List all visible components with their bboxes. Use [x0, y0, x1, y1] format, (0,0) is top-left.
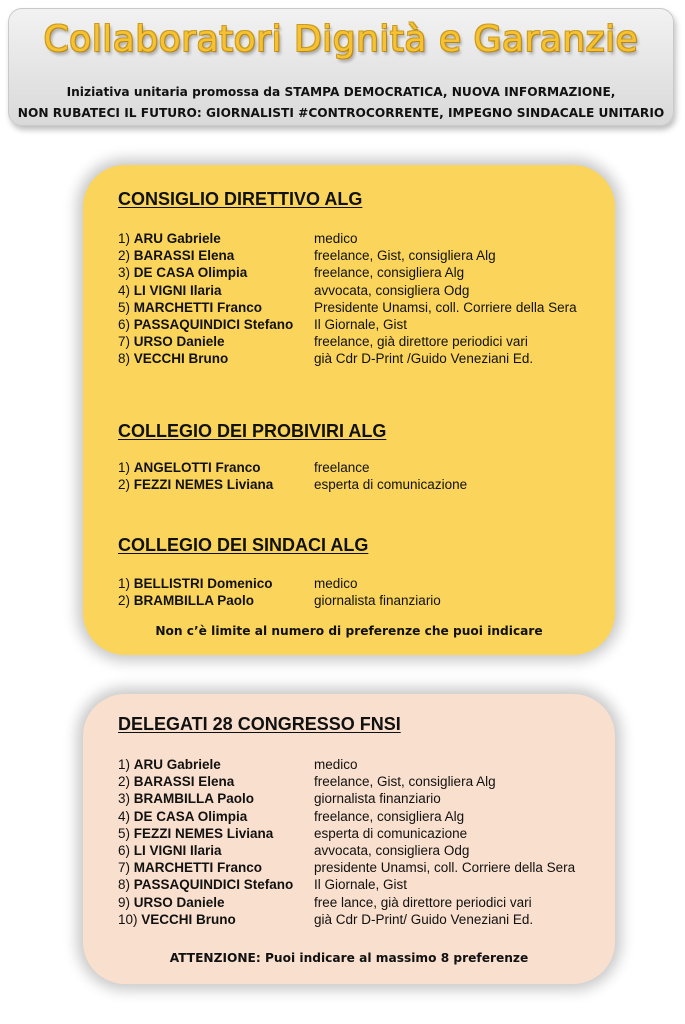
attention-note: ATTENZIONE: Puoi indicare al massimo 8 preferenze [169, 951, 529, 965]
candidate-row [118, 774, 496, 791]
candidate-number: 10) [118, 911, 138, 927]
header-banner [8, 8, 674, 126]
candidate-role: Il Giornale, Gist [314, 316, 408, 332]
candidate-row [118, 299, 577, 317]
candidate-number: 7) [118, 334, 131, 350]
candidate-row [118, 860, 576, 877]
candidate-number: 6) [118, 316, 131, 332]
candidate-name: PASSAQUINDICI Stefano [133, 877, 294, 893]
candidate-role: giornalista finanziario [314, 593, 441, 609]
candidate-row [118, 842, 470, 860]
candidate-role: medico [314, 576, 358, 591]
candidate-role: free lance, già direttore periodici vari [314, 894, 532, 910]
consiglio-list [118, 231, 577, 369]
candidate-name: VECCHI Bruno [133, 351, 229, 367]
candidate-row [118, 248, 496, 265]
candidate-row [118, 576, 358, 593]
candidate-name: BARASSI Elena [133, 774, 235, 790]
candidate-row [118, 316, 408, 334]
delegati-heading: DELEGATI 28 CONGRESSO FNSI [118, 714, 401, 734]
candidate-name: URSO Daniele [133, 894, 225, 910]
page-title: Collaboratori Dignità e Garanzie [43, 19, 639, 60]
candidate-name: ARU Gabriele [133, 757, 221, 772]
candidate-role: presidente Unamsi, coll. Corriere della Sera [314, 860, 576, 876]
candidate-role: freelance, Gist, consigliera Alg [314, 774, 496, 790]
candidate-name: BRAMBILLA Paolo [133, 593, 255, 609]
candidate-number: 1) [118, 576, 131, 591]
candidate-role: freelance, già direttore periodici vari [314, 334, 528, 350]
candidate-number: 6) [118, 842, 131, 858]
candidate-number: 8) [118, 877, 131, 893]
candidate-number: 1) [118, 757, 131, 772]
preferences-note: Non c’è limite al numero di preferenze che puoi indicare [155, 624, 543, 638]
candidate-row [118, 791, 441, 808]
candidate-number: 5) [118, 299, 131, 315]
alg-candidates-panel [83, 165, 615, 655]
candidate-role: freelance, Gist, consigliera Alg [314, 248, 496, 264]
candidate-name: MARCHETTI Franco [133, 299, 263, 315]
candidate-row [118, 334, 528, 351]
candidate-name: ARU Gabriele [133, 231, 221, 246]
candidate-name: DE CASA Olimpia [133, 265, 248, 281]
candidate-row [118, 894, 532, 912]
sindaci-list [118, 576, 441, 610]
candidate-number: 2) [118, 248, 131, 264]
candidate-row [118, 460, 370, 477]
candidate-number: 5) [118, 825, 131, 841]
probiviri-list [118, 460, 468, 494]
candidate-row [118, 825, 468, 843]
candidate-role: esperta di comunicazione [314, 825, 468, 841]
candidate-number: 1) [118, 460, 131, 475]
candidate-name: BRAMBILLA Paolo [133, 791, 255, 807]
candidate-name: DE CASA Olimpia [133, 808, 248, 824]
candidate-role: già Cdr D-Print/ Guido Veneziani Ed. [314, 911, 534, 927]
candidate-row [118, 911, 534, 929]
candidate-role: medico [314, 231, 358, 246]
candidate-number: 2) [118, 477, 131, 493]
candidate-number: 4) [118, 808, 131, 824]
candidate-name: FEZZI NEMES Liviana [133, 477, 274, 493]
candidate-role: Presidente Unamsi, coll. Corriere della Sera [314, 299, 577, 315]
candidate-row [118, 282, 470, 300]
candidate-number: 3) [118, 265, 131, 281]
candidate-number: 7) [118, 860, 131, 876]
candidate-row [118, 757, 358, 774]
candidate-number: 1) [118, 231, 131, 246]
candidate-role: freelance [314, 460, 370, 475]
subtitle-line-2: NON RUBATECI IL FUTURO: GIORNALISTI #CONTROCORRENTE, IMPEGNO SINDACALE UNITARIO [17, 106, 665, 120]
candidate-name: LI VIGNI Ilaria [133, 282, 222, 298]
candidate-number: 2) [118, 774, 131, 790]
candidate-row [118, 265, 465, 282]
candidate-number: 2) [118, 593, 131, 609]
candidate-name: URSO Daniele [133, 334, 225, 350]
candidate-number: 8) [118, 351, 131, 367]
fnsi-delegates-panel [83, 694, 615, 984]
candidate-name: BELLISTRI Domenico [133, 576, 273, 591]
probiviri-heading: COLLEGIO DEI PROBIVIRI ALG [118, 421, 387, 441]
candidate-number: 4) [118, 282, 131, 298]
subtitle-line-1: Iniziativa unitaria promossa da STAMPA DEMOCRATICA, NUOVA INFORMAZIONE, [66, 85, 616, 99]
consiglio-heading: CONSIGLIO DIRETTIVO ALG [118, 189, 363, 209]
candidate-name: BARASSI Elena [133, 248, 235, 264]
page-subtitle [9, 82, 673, 124]
candidate-role: medico [314, 757, 358, 772]
candidate-role: Il Giornale, Gist [314, 877, 408, 893]
candidate-role: giornalista finanziario [314, 791, 441, 807]
candidate-role: esperta di comunicazione [314, 477, 468, 493]
candidate-role: già Cdr D-Print /Guido Veneziani Ed. [314, 351, 534, 367]
candidate-row [118, 593, 441, 610]
candidate-number: 3) [118, 791, 131, 807]
candidate-row [118, 808, 465, 826]
candidate-name: FEZZI NEMES Liviana [133, 825, 274, 841]
candidate-row [118, 231, 358, 248]
candidate-name: PASSAQUINDICI Stefano [133, 316, 294, 332]
delegati-list [118, 757, 576, 929]
candidate-role: avvocata, consigliera Odg [314, 842, 470, 858]
candidate-number: 9) [118, 894, 131, 910]
candidate-role: avvocata, consigliera Odg [314, 282, 470, 298]
candidate-name: LI VIGNI Ilaria [133, 842, 222, 858]
candidate-row [118, 351, 534, 368]
candidate-name: VECCHI Bruno [141, 911, 236, 927]
sindaci-heading: COLLEGIO DEI SINDACI ALG [118, 535, 369, 555]
candidate-name: MARCHETTI Franco [133, 860, 263, 876]
candidate-role: freelance, consigliera Alg [314, 265, 465, 281]
candidate-name: ANGELOTTI Franco [133, 460, 261, 475]
candidate-role: freelance, consigliera Alg [314, 808, 465, 824]
candidate-row [118, 477, 468, 494]
candidate-row [118, 877, 408, 894]
